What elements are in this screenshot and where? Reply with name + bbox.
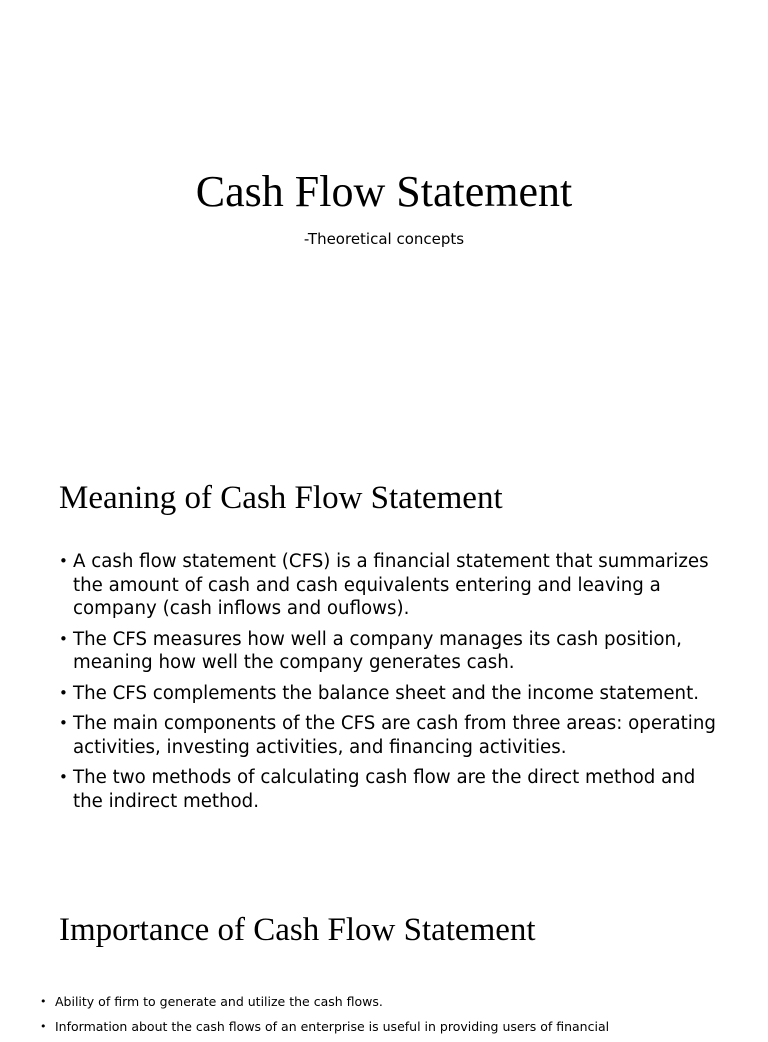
bullet-text: The two methods of calculating cash flow are the direct method and the indirect method. bbox=[73, 767, 696, 812]
bullet-text: Ability of firm to generate and utilize the cash flows. bbox=[55, 994, 383, 1009]
bullet-item bbox=[59, 712, 719, 759]
bullet-item bbox=[59, 550, 719, 621]
bullet-text: Information about the cash flows of an enterprise is useful in providing users of financial bbox=[55, 1019, 610, 1034]
bullet-text: The main components of the CFS are cash from three areas: operating activities, investing activities, and financing activities. bbox=[73, 713, 716, 758]
bullet-icon: • bbox=[59, 714, 68, 732]
bullet-icon: • bbox=[59, 552, 68, 570]
bullet-item bbox=[59, 766, 719, 813]
bullet-item bbox=[40, 992, 740, 1011]
title-slide bbox=[0, 0, 768, 432]
bullet-icon: • bbox=[59, 683, 68, 702]
bullet-icon: • bbox=[59, 629, 68, 648]
presentation-subtitle: -Theoretical concepts bbox=[303, 230, 465, 248]
bullet-list bbox=[59, 550, 719, 820]
slide-heading: Importance of Cash Flow Statement bbox=[59, 912, 536, 948]
bullet-item bbox=[40, 1017, 740, 1036]
bullet-text: A cash flow statement (CFS) is a financial statement that summarizes the amount of cash and cash equivalents entering and leaving a company (cash inflows and ouflows). bbox=[73, 551, 709, 619]
bullet-list bbox=[40, 992, 740, 1042]
slide-importance bbox=[0, 864, 768, 1034]
bullet-icon: • bbox=[40, 1020, 47, 1033]
bullet-icon: • bbox=[59, 768, 68, 786]
bullet-item bbox=[59, 628, 719, 675]
bullet-item bbox=[59, 682, 719, 706]
bullet-text: The CFS complements the balance sheet and the income statement. bbox=[73, 682, 699, 704]
slide-heading: Meaning of Cash Flow Statement bbox=[59, 480, 503, 516]
bullet-icon: • bbox=[40, 995, 47, 1008]
slide-meaning bbox=[0, 432, 768, 864]
presentation-title: Cash Flow Statement bbox=[195, 167, 573, 216]
bullet-text: The CFS measures how well a company manages its cash position, meaning how well the company generates cash. bbox=[73, 628, 682, 673]
